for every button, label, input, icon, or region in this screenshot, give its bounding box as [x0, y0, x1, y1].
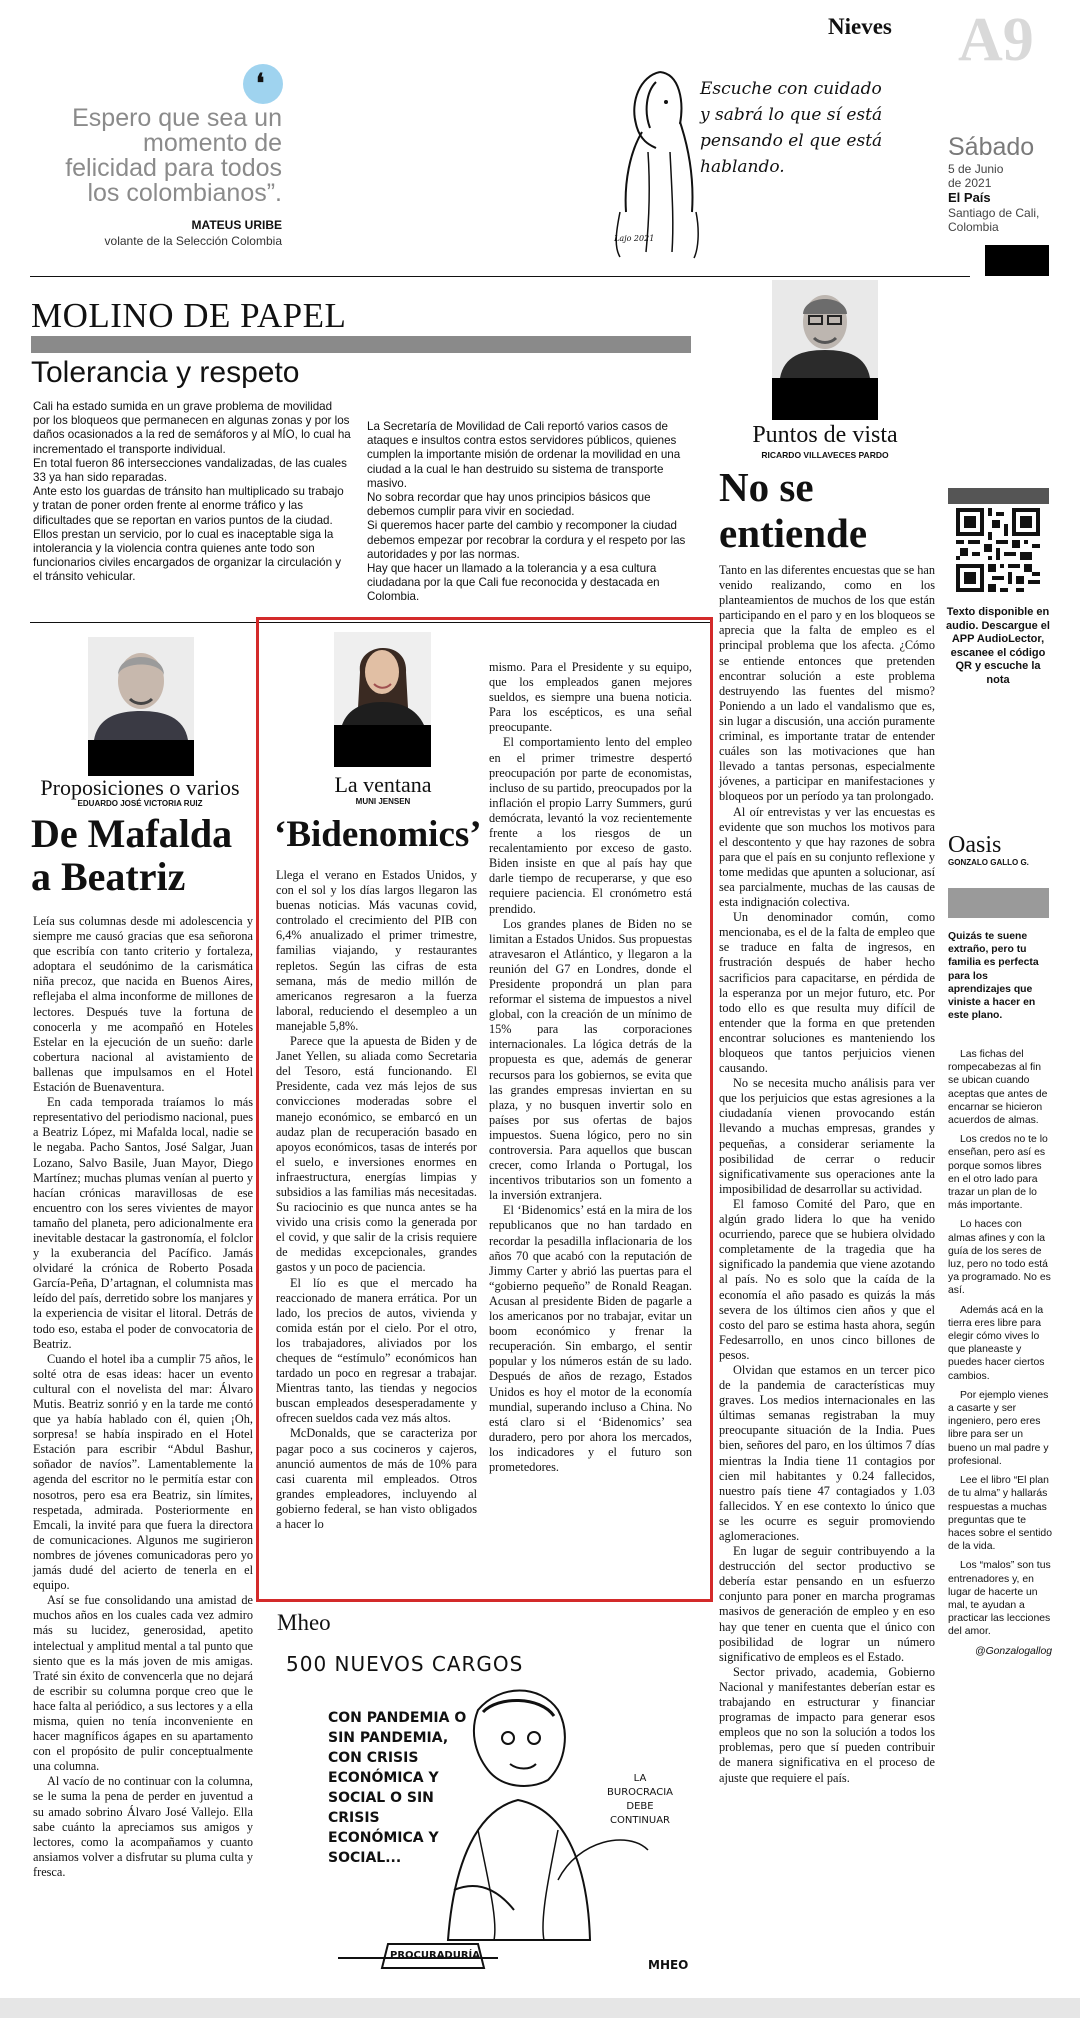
molino-paragraph: No sobra recordar que hay unos principios básicos que debemos cumplir para vivir en sociedad. [367, 491, 651, 519]
puntos-paragraph: No se necesita mucho análisis para ver que los perjuicios que estas agresiones a la ciudadanía vienen provocando están llevando a muchas empresas, grandes y pequeñas, a considerar seriamente la posibilidad de cerrar o reducir significativamente sus operaciones ante la imposibilidad de desarrollar su actividad. [719, 1076, 935, 1196]
molino-column-1 [33, 400, 351, 585]
puntos-paragraph: El famoso Comité del Paro, que en algún grado lidera lo que ha venido ocurriendo, parece que se hubiera olvidado completamente de la tragedia que ha significado la pandemia que viene azotando al país. No es solo que la caída de la economía el año pasado es quizás la más severa de los últimos cien años y que el costo del paro se estima hasta ahora, según Fedesarrollo, en unos cinco billones de pesos. [719, 1196, 935, 1362]
top-cartoon [600, 62, 900, 262]
quote-role: volante de la Selección Colombia [104, 234, 282, 248]
proposiciones-paragraph: En cada temporada traíamos lo más representativo del periodismo nacional, pues a Beatriz López, mi Mafalda local, nadie se le negaba. Pacho Santos, José Salgar, Juan Lozano, Salvo Basile, Juan Mayor, Diego Martínez; muchas plumas venían al puerto y hacían crónicas maravillosas de ese encuentro con los seres vivientes de mayor tamaño del planeta, pero adicionalmente era inevitable destacar la gastronomía, el folclor y la exuberancia del Pacífico. Jamás olvidaré la crónica de Roberto Posada García-Peña, D’artagnan, el columnista mas leído del país, derretido sobre los manjares y la experiencia de visitar el litoral. Detrás de todo eso, estaba el poder de convocatoria de Beatriz. [33, 1095, 253, 1351]
ventana-column-1 [276, 868, 477, 1532]
newspaper-name: El País [948, 190, 991, 205]
puntos-paragraph: Olvidan que estamos en un tercer pico de la pandemia de características muy graves. Los medios internacionales en las últimas semanas registraban la muy preocupante situación de la India. Pues bien, señores del paro, en los últimos 7 días mientras la India tiene 11 contagios por cien mil habitantes y 0.24 fallecidos, nuestro país tiene 47 contagiados y 1.03 fallecidos. Y en ese contexto lo único que se les ocurre es seguir promoviendo aglomeraciones. [719, 1362, 935, 1543]
oasis-paragraph: Lo haces con almas afines y con la guía de los seres de luz, pero no todo está ya programado. No es así. [948, 1219, 1051, 1297]
oasis-paragraph: Las fichas del rompecabezas al fin se ubican cuando aceptas que antes de encarnar se hicieron acuerdos de almas. [948, 1049, 1048, 1127]
author-photo-villaveces [772, 280, 878, 378]
oasis-paragraph: Lee el libro “El plan de tu alma” y hallarás respuestas a muchas preguntas que te haces sobre el sentido de la vida. [948, 1475, 1052, 1553]
molino-paragraph: Hay que hacer un llamado a la tolerancia y a esa cultura ciudadana por la que Cali fue reconocida y destacada en Colombia. [367, 562, 660, 604]
ventana-paragraph: El ‘Bidenomics’ está en la mira de los republicanos que no han tardado en recordar la pesadilla inflacionaria de los años 70 que acabó con la reputación de Jimmy Carter y abrió las puertas para el “gobierno pequeño” de Ronald Reagan. Acusan al presidente Biden de pagarle a los americanos por no trabajar, evitar un boom económico y frenar la recuperación. Sin embargo, el sentir popular y los números están de su lado. Después de años de rezago, Estados Unidos es hoy el motor de la economía mundial, superando incluso a China. No está claro si el ‘Bidenomics’ sea duradero, pero por ahora los mercados, los indicadores y el futuro son prometedores. [489, 1203, 692, 1474]
ad-black-bar [985, 245, 1049, 276]
section-name: Nieves [828, 14, 892, 39]
ventana-paragraph: El comportamiento lento del empleo en el primer trimestre despertó preocupación por parte de economistas, incluso de su partido, preocupados por la inflación el propio Larry Summers, gurú demócrata, levantó la voz recientemente frente a los riesgos de un recalentamiento por exceso de gasto. Biden insiste en que al país hay que darle tiempo de recuperarse, y que eso requiere paciencia. El cronómetro está prendido. [489, 735, 692, 916]
molino-headline: Tolerancia y respeto [31, 356, 300, 389]
molino-paragraph: En total fueron 86 intersecciones vandalizadas, de las cuales 33 ya han sido reparadas. [33, 456, 347, 485]
ventana-paragraph: Parece que la apuesta de Biden y de Janet Yellen, su aliada como Secretaria del Tesoro, está funcionando. El Presidente, cada vez más lejos de sus convicciones moderadas sobre el manejo económico, se embarcó en un audaz plan de recuperación basado en apoyos económicos, tasas de interés por el suelo, e inversiones enormes en infraestructura, energías limpias y subsidios a las familias más necesitadas. Su raciocinio es que nunca antes se ha vivido una crisis como la generada por el covid, y que salir de la crisis requiere de medidas excepcionales, grandes gastos y un poco de paciencia. [276, 1034, 477, 1275]
puntos-paragraph: Al oír entrevistas y ver las encuestas es evidente que son muchos los motivos para el descontento y que hay razones de sobra para que el país en su conjunto reflexione y tome medidas que apunten a solucionar, así sea parcialmente, muchas de las causas de esta indignación colectiva. [719, 804, 935, 910]
city-line2: Colombia [948, 220, 999, 234]
proposiciones-paragraph: Leía sus columnas desde mi adolescencia y siempre me causó gracias que esa señorona que escribía con tanto criterio y fortaleza, adoptara el seudónimo de la carismática niña precoz, que nacida en Buenos Aires, reflejaba el alma inconforme de millones de lectores. Después tuve la fortuna de conocerla y me acompañó en Hoteles Estelar en la ejecución de un sueño: darle cobertura nacional al avistamiento de ballenas que impulsamos en el Hotel Estación de Buenaventura. [33, 914, 253, 1095]
quote-icon: ❛ [243, 64, 283, 104]
page-bottom-band [0, 1998, 1080, 2018]
ventana-column-2 [489, 660, 692, 1475]
oasis-paragraph: Además acá en la tierra eres libre para elegir cómo vives lo que planeaste y puedes hacer ciertos cambios. [948, 1304, 1045, 1382]
puntos-paragraph: En lugar de seguir contribuyendo a la destrucción del sector productivo se debería estar pensando en un esfuerzo conjunto para poner en marcha programas masivos de generación de empleo y en eso hay que tener en cuenta que el único con posibilidad de lograr un número significativo de empleos es el Estado. [719, 1544, 935, 1664]
oasis-column [948, 1048, 1052, 1658]
proposiciones-paragraph: Al vacío de no continuar con la columna, se le suma la pena de perder en juventud a su amado sobrino Álvaro José Vallejo. Ella sabe cuánto la apreciamos sus amigos y lectores, como la acompañamos y cuanto ansiamos volver a disfrutar su pluma culta y fresca. [33, 1774, 253, 1879]
oasis-paragraph: Los “malos” son tus entrenadores y, en lugar de hacerte un mal, te ayudan a practicar las lecciones del amor. [948, 1560, 1051, 1638]
mheo-signature: MHEO [648, 1958, 689, 1972]
proposiciones-section: Proposiciones o varios [40, 775, 240, 800]
masthead-divider [30, 276, 970, 277]
molino-paragraph: Ante esto los guardas de tránsito han multiplicado su trabajo y tratan de poner orden frente al enorme tráfico y las dificultades que se reportan en varios puntos de la ciudad. [33, 485, 344, 527]
cartoon-signature: Lajo 2021 [614, 234, 655, 243]
date-line2: de 2021 [948, 176, 992, 190]
proposiciones-author: EDUARDO JOSÉ VICTORIA RUIZ [77, 799, 203, 808]
oasis-lead: Quizás te suene extraño, pero tu familia es perfecta para los aprendizajes que viniste a hacer en este plano. [948, 931, 1039, 1022]
molino-column-2 [367, 420, 687, 605]
puntos-section: Puntos de vista [752, 422, 898, 448]
page-number: A9 [958, 6, 1034, 74]
mheo-cartoon [278, 1640, 708, 1980]
date-line1: 5 de Junio [948, 162, 1004, 176]
oasis-paragraph: Los credos no te lo enseñan, pero así es porque somos libres en el otro lado para trazar un plan de lo más importante. [948, 1134, 1048, 1212]
oasis-title: Oasis [948, 832, 1002, 858]
author-photo-jensen [334, 632, 431, 725]
oasis-handle: @Gonzalogallog [975, 1645, 1052, 1657]
mheo-bubble: LA BUROCRACIA DEBE CONTINUAR [607, 1773, 673, 1826]
mheo-speech: CON PANDEMIA O SIN PANDEMIA, CON CRISIS ECONÓMICA Y SOCIAL O SIN CRISIS ECONÓMICA Y SOCIAL... [328, 1710, 467, 1866]
day-label: Sábado [948, 133, 1035, 161]
puntos-paragraph: Tanto en las diferentes encuestas que se han venido realizando, como en los planteamientos de muchos de los que están participando en el paro y en los bloqueos se aprecia que la falta de empleo es el principal problema que los afecta. ¿Cómo se entiende entonces que pretenden encontrar solución a este problema destruyendo las fuentes del mismo? Poniendo a un lado el vandalismo que es, sin lugar a discusión, una acción puramente criminal, es importante tratar de entender cuáles son las motivaciones que han llevado a tantas personas, especialmente jóvenes, a participar en manifestaciones y bloqueos por un período ya tan prolongado. [719, 563, 935, 804]
ventana-paragraph: El lío es que el mercado ha reaccionado de manera errática. Por un lado, los precios de autos, vivienda y comida están por el cielo. Por el otro, los trabajadores, aliviados por los cheques de “estímulo” económicos han tardado un poco en regresar a trabajar. Mientras tanto, las tiendas y negocios buscan empleados desesperadamente y ofrecen sueldos cada vez más altos. [276, 1275, 477, 1426]
mheo-section: Mheo [277, 1610, 331, 1635]
molino-gray-bar [31, 336, 691, 353]
puntos-column [719, 563, 935, 1786]
cartoon-handwritten-text: Escuche con cuidado y sabrá lo que sí está pensando el que está hablando. [700, 79, 883, 177]
quote-text: Espero que sea un momento de felicidad para todos los colombianos”. [65, 104, 282, 207]
molino-paragraph: Si queremos hacer parte del cambio y recomponer la ciudad debemos empezar por recobrar la cordura y el respeto por las autoridades y por las normas. [367, 519, 686, 561]
ventana-paragraph: Llega el verano en Estados Unidos, y con el sol y los días largos llegaron las buenas noticias. Más vacunas covid, controlado el crecimiento del PIB con 6,4% anualizado el primer trimestre, familias viajando, y restaurantes repletos. Según las cifras de esta semana, más de medio millón de americanos regresaron a la fuerza laboral, reduciendo el desempleo a un manejable 5,8%. [276, 868, 477, 1033]
molino-paragraph: La Secretaría de Movilidad de Cali reportó varios casos de ataques e insultos contra estos servidores públicos, quienes cumplen la importante misión de ordenar la movilidad en una ciudad a la cual le han destruido su sistema de transporte masivo. [367, 420, 681, 490]
ventana-section: La ventana [334, 772, 432, 797]
ventana-paragraph: Los grandes planes de Biden no se limitan a Estados Unidos. Sus propuestas atravesaron el Atlántico, y llegaron a la reunión del G7 en Londres, donde el Presidente propondrá un plan para reformar el sistema de impuestos a nivel global, con la creación de un mínimo de 15% para las corporaciones internacionales. La lógica detrás de la propuesta es que, además de generar recursos para los gobiernos, se evita que las grandes empresas inviertan en su plaza, y no busquen invertir solo en países por sus ofertas de bajos impuestos. Suena lógico, pero no sin controversia. Para aquellos que buscan crecer, como Irlanda o Portugal, los incentivos tributarios son un fomento a la inversión extranjera. [489, 916, 692, 1203]
proposiciones-headline: De Mafalda a Beatriz [31, 811, 233, 899]
publication-date [948, 133, 1039, 234]
molino-section-title: MOLINO DE PAPEL [31, 296, 347, 335]
ventana-paragraph: McDonalds, que se caracteriza por pagar poco a sus cocineros y cajeros, anunció aumentos de más de 10% para casi cuarenta mil empleados. Otros grandes empleadores, incluyendo al gobierno federal, se han visto obligados a hacer lo [276, 1426, 477, 1532]
qr-code-icon[interactable] [956, 508, 1040, 592]
sidebar-gray-bar [948, 488, 1049, 504]
puntos-author: RICARDO VILLAVECES PARDO [761, 450, 889, 460]
puntos-paragraph: Un denominador común, como mencionaba, es el de la falta de empleo que se traduce en falta de ingresos, en frustración después de haber hecho sacrificios para capacitarse, en pérdida de la esperanza por un mejor futuro, etc. Por todo ello es que resulta muy difícil de entender que la forma en que pretenden encontrar soluciones es manteniendo los bloqueos que tantos perjuicios vienen causando. [719, 910, 935, 1076]
proposiciones-paragraph: Cuando el hotel iba a cumplir 75 años, le solté otra de esas ideas: hacer un evento cultural con el novelista del mar: Álvaro Mutis. Beatriz sonrió y en la tarde me contó que ya había hablado con él, quien ¡Oh, sorpresa! se había inspirado en el Hotel Estación para escribir “Abdul Bashur, soñador de navíos”. Lamentablemente la agenda del escritor no le permitía estar con nosotros, pero esa era Beatriz, sin límites, respetada, admirada. Posteriormente en Emcali, la invité para que fuera la directora de comunicaciones. Algunos me sugirieron nombres de jóvenes comunicadoras pero yo jamás dudé del acierto de tenerla en el equipo. [33, 1351, 253, 1593]
proposiciones-column [33, 914, 253, 1880]
author-photo-bar [334, 725, 431, 767]
molino-paragraph: Cali ha estado sumida en un grave problema de movilidad por los bloqueos que permanecen en algunas zonas y por los daños ocasionados a la red de semáforos y al MÍO, lo cual ha incrementado el transporte individual. [33, 400, 351, 456]
oasis-paragraph: Por ejemplo vienes a casarte y ser ingeniero, pero eres libre para ser un bueno un mal padre y profesional. [948, 1389, 1049, 1467]
molino-paragraph: Ellos prestan un servicio, por lo cual es inaceptable siga la intolerancia y la violencia contra quienes ante todo son funcionarios civiles encargados de organizar la circulación y el tránsito vehicular. [33, 527, 342, 584]
puntos-headline: No se entiende [719, 464, 868, 556]
quote-author: MATEUS URIBE [191, 218, 282, 232]
woman-drawing [600, 62, 710, 262]
proposiciones-paragraph: Así se fue consolidando una amistad de muchos años en los cuales cada vez admiro más su lucidez, generosidad, apetito intelectual y amplitud mental a tal punto que siento que es la más joven de mis amigas. Traté sin éxito de convencerla que no dejará de escribir su columna porque creo que le hace falta al periódico, a sus lectores y a ella misma, quien no tenía inconveniente en hacer magníficos ágapes en su apartamento con el propósito de pulir conceptualmente una columna. [33, 1593, 253, 1774]
audio-info-text: Texto disponible en audio. Descargue el APP AudioLector, escanee el código QR y escuche la nota [946, 606, 1050, 686]
ventana-author: MUNI JENSEN [355, 797, 411, 806]
city-line1: Santiago de Cali, [948, 206, 1040, 220]
author-photo-bar [772, 378, 878, 420]
mheo-cartoon-title: 500 NUEVOS CARGOS [286, 1652, 524, 1676]
oasis-author: GONZALO GALLO G. [948, 858, 1029, 867]
author-photo-bar [88, 740, 194, 776]
mheo-label: PROCURADURÍA [390, 1950, 481, 1961]
ventana-headline: ‘Bidenomics’ [274, 814, 482, 855]
oasis-gray-bar [948, 888, 1049, 918]
ventana-paragraph: mismo. Para el Presidente y su equipo, que los empleados ganen mejores sueldos, es siempre una buena noticia. Para los escépticos, es una señal preocupante. [489, 660, 692, 735]
author-photo-victoria [88, 637, 194, 740]
puntos-paragraph: Sector privado, academia, Gobierno Nacional y manifestantes deberían estar es trabajando en estructurar y financiar programas de impacto para generar esos empleos que no son la solución a todos los problemas, pero que sí pueden contribuir de manera significativa en el proceso de ajuste que requiere el país. [719, 1664, 935, 1785]
